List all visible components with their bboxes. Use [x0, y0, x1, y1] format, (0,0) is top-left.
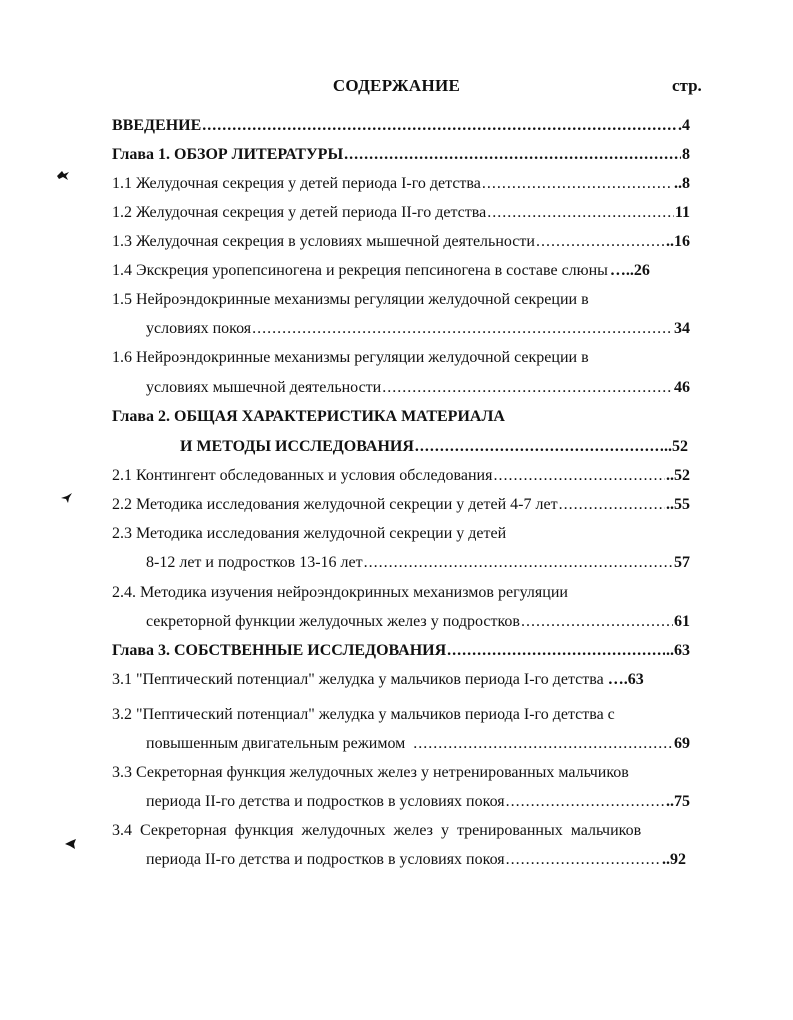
toc-label: Глава 3. СОБСТВЕННЫЕ ИССЛЕДОВАНИЯ: [112, 642, 447, 659]
leader-dots: [382, 376, 673, 400]
toc-page-number: ..16: [666, 233, 690, 250]
toc-page-number: ..55: [666, 496, 690, 513]
scan-mark-icon: [60, 492, 74, 504]
toc-entry-1-6[interactable]: [112, 346, 690, 370]
toc-label: 1.6 Нейроэндокринные механизмы регуляции желудочной секреции в: [112, 349, 589, 366]
toc-entry-3-1[interactable]: [112, 668, 690, 692]
toc-entry-chapter-2[interactable]: [112, 405, 690, 429]
toc-label: периода II-го детства и подростков в условиях покоя: [146, 851, 505, 868]
toc-page-number: ..52: [664, 438, 688, 455]
toc-entry-2-3[interactable]: [112, 522, 690, 546]
leader-dots: [202, 114, 677, 138]
toc-label: 1.1 Желудочная секреция у детей периода I-го детства: [112, 175, 481, 192]
leader-dots: [506, 790, 665, 814]
toc-label: условиях мышечной деятельности: [146, 379, 382, 396]
toc-entry-1-1[interactable]: [112, 172, 690, 196]
toc-page-number: 46: [674, 379, 690, 396]
toc-page-number: 69: [674, 735, 690, 752]
leader-dots: [521, 610, 673, 634]
toc-entry-1-5-cont[interactable]: [146, 317, 690, 341]
toc-label: Глава 1. ОБЗОР ЛИТЕРАТУРЫ: [112, 146, 344, 163]
toc-page-number: ..52: [666, 467, 690, 484]
toc-page-number: 61: [674, 613, 690, 630]
leader-dots: [493, 464, 665, 488]
toc-label: 3.4 Секреторная функция желудочных желез у тренированных мальчиков: [112, 822, 642, 839]
leader-dots: [536, 230, 665, 254]
toc-label: 8-12 лет и подростков 13-16 лет: [146, 554, 363, 571]
toc-entry-3-4[interactable]: [112, 819, 692, 843]
toc-entry-2-1[interactable]: [112, 464, 690, 488]
toc-page-number: .4: [678, 117, 690, 134]
leader-dots: [559, 493, 665, 517]
toc-page-number: ..92: [662, 851, 686, 868]
toc-page-number: 57: [674, 554, 690, 571]
toc-entry-3-4-cont[interactable]: [146, 848, 686, 872]
toc-entry-1-3[interactable]: [112, 230, 690, 254]
toc-entry-chapter-1[interactable]: [112, 143, 690, 167]
toc-entry-2-4-cont[interactable]: [146, 610, 690, 634]
toc-page-number: …..26: [609, 262, 650, 279]
toc-entry-1-5[interactable]: [112, 288, 690, 312]
page-column-label: стр.: [672, 76, 702, 95]
toc-label: 1.2 Желудочная секреция у детей периода II-го детства: [112, 204, 487, 221]
toc-label: 2.4. Методика изучения нейроэндокринных механизмов регуляции: [112, 584, 568, 601]
toc-page-number: ..75: [666, 793, 690, 810]
toc-label: ВВЕДЕНИЕ: [112, 117, 202, 134]
leader-dots: [506, 848, 661, 872]
leader-dots: [482, 172, 673, 196]
toc-label: 2.1 Контингент обследованных и условия обследования: [112, 467, 493, 484]
toc-entry-2-2[interactable]: [112, 493, 690, 517]
toc-page-number: 34: [674, 320, 690, 337]
toc-label: 1.5 Нейроэндокринные механизмы регуляции желудочной секреции в: [112, 291, 589, 308]
toc-entry-1-6-cont[interactable]: [146, 376, 690, 400]
toc-label: 1.4 Экскреция уропепсиногена и рекреция пепсиногена в составе слюны: [112, 262, 608, 279]
toc-page-number: 8: [682, 146, 690, 163]
toc-entry-2-4[interactable]: [112, 581, 690, 605]
toc-entry-3-2-cont[interactable]: [146, 732, 690, 756]
toc-label: Глава 2. ОБЩАЯ ХАРАКТЕРИСТИКА МАТЕРИАЛА: [112, 408, 505, 425]
toc-label: условиях покоя: [146, 320, 252, 337]
toc-label: секреторной функции желудочных желез у подростков: [146, 613, 520, 630]
scan-mark-icon: [56, 169, 70, 181]
toc-entry-introduction[interactable]: [112, 114, 690, 138]
toc-page-number: 11: [674, 204, 690, 221]
leader-dots: [447, 639, 665, 663]
leader-dots: [364, 551, 673, 575]
page-title: СОДЕРЖАНИЕ: [332, 76, 461, 95]
toc-entry-chapter-2-cont[interactable]: [180, 435, 688, 459]
toc-label: 1.3 Желудочная секреция в условиях мышечной деятельности: [112, 233, 535, 250]
leader-dots: [415, 435, 663, 459]
leader-dots: [344, 143, 681, 167]
toc-entry-3-3[interactable]: [112, 761, 690, 785]
leader-dots: [487, 201, 674, 225]
toc-label: 3.3 Секреторная функция желудочных желез у нетренированных мальчиков: [112, 764, 629, 781]
toc-label: 3.2 "Пептический потенциал" желудка у мальчиков периода I-го детства с: [112, 706, 615, 723]
toc-entry-chapter-3[interactable]: [112, 639, 690, 663]
toc-label: периода II-го детства и подростков в условиях покоя: [146, 793, 505, 810]
toc-entry-1-4[interactable]: [112, 259, 690, 283]
scan-mark-icon: [64, 838, 78, 850]
toc-entry-2-3-cont[interactable]: [146, 551, 690, 575]
toc-entry-3-3-cont[interactable]: [146, 790, 690, 814]
toc-label: 2.3 Методика исследования желудочной секреции у детей: [112, 525, 507, 542]
toc-entry-3-2[interactable]: [112, 703, 690, 727]
toc-page-number: ..63: [666, 642, 690, 659]
leader-dots: [252, 317, 673, 341]
toc-label: И МЕТОДЫ ИССЛЕДОВАНИЯ: [180, 438, 414, 455]
toc-page-number: ….63: [607, 671, 644, 688]
toc-label: 2.2 Методика исследования желудочной секреции у детей 4-7 лет: [112, 496, 558, 513]
toc-label: 3.1 "Пептический потенциал" желудка у мальчиков периода I-го детства: [112, 671, 604, 688]
toc-label: повышенным двигательным режимом: [146, 735, 406, 752]
toc-page-number: ..8: [674, 175, 690, 192]
leader-dots: [413, 732, 673, 756]
toc-entry-1-2[interactable]: [112, 201, 690, 225]
